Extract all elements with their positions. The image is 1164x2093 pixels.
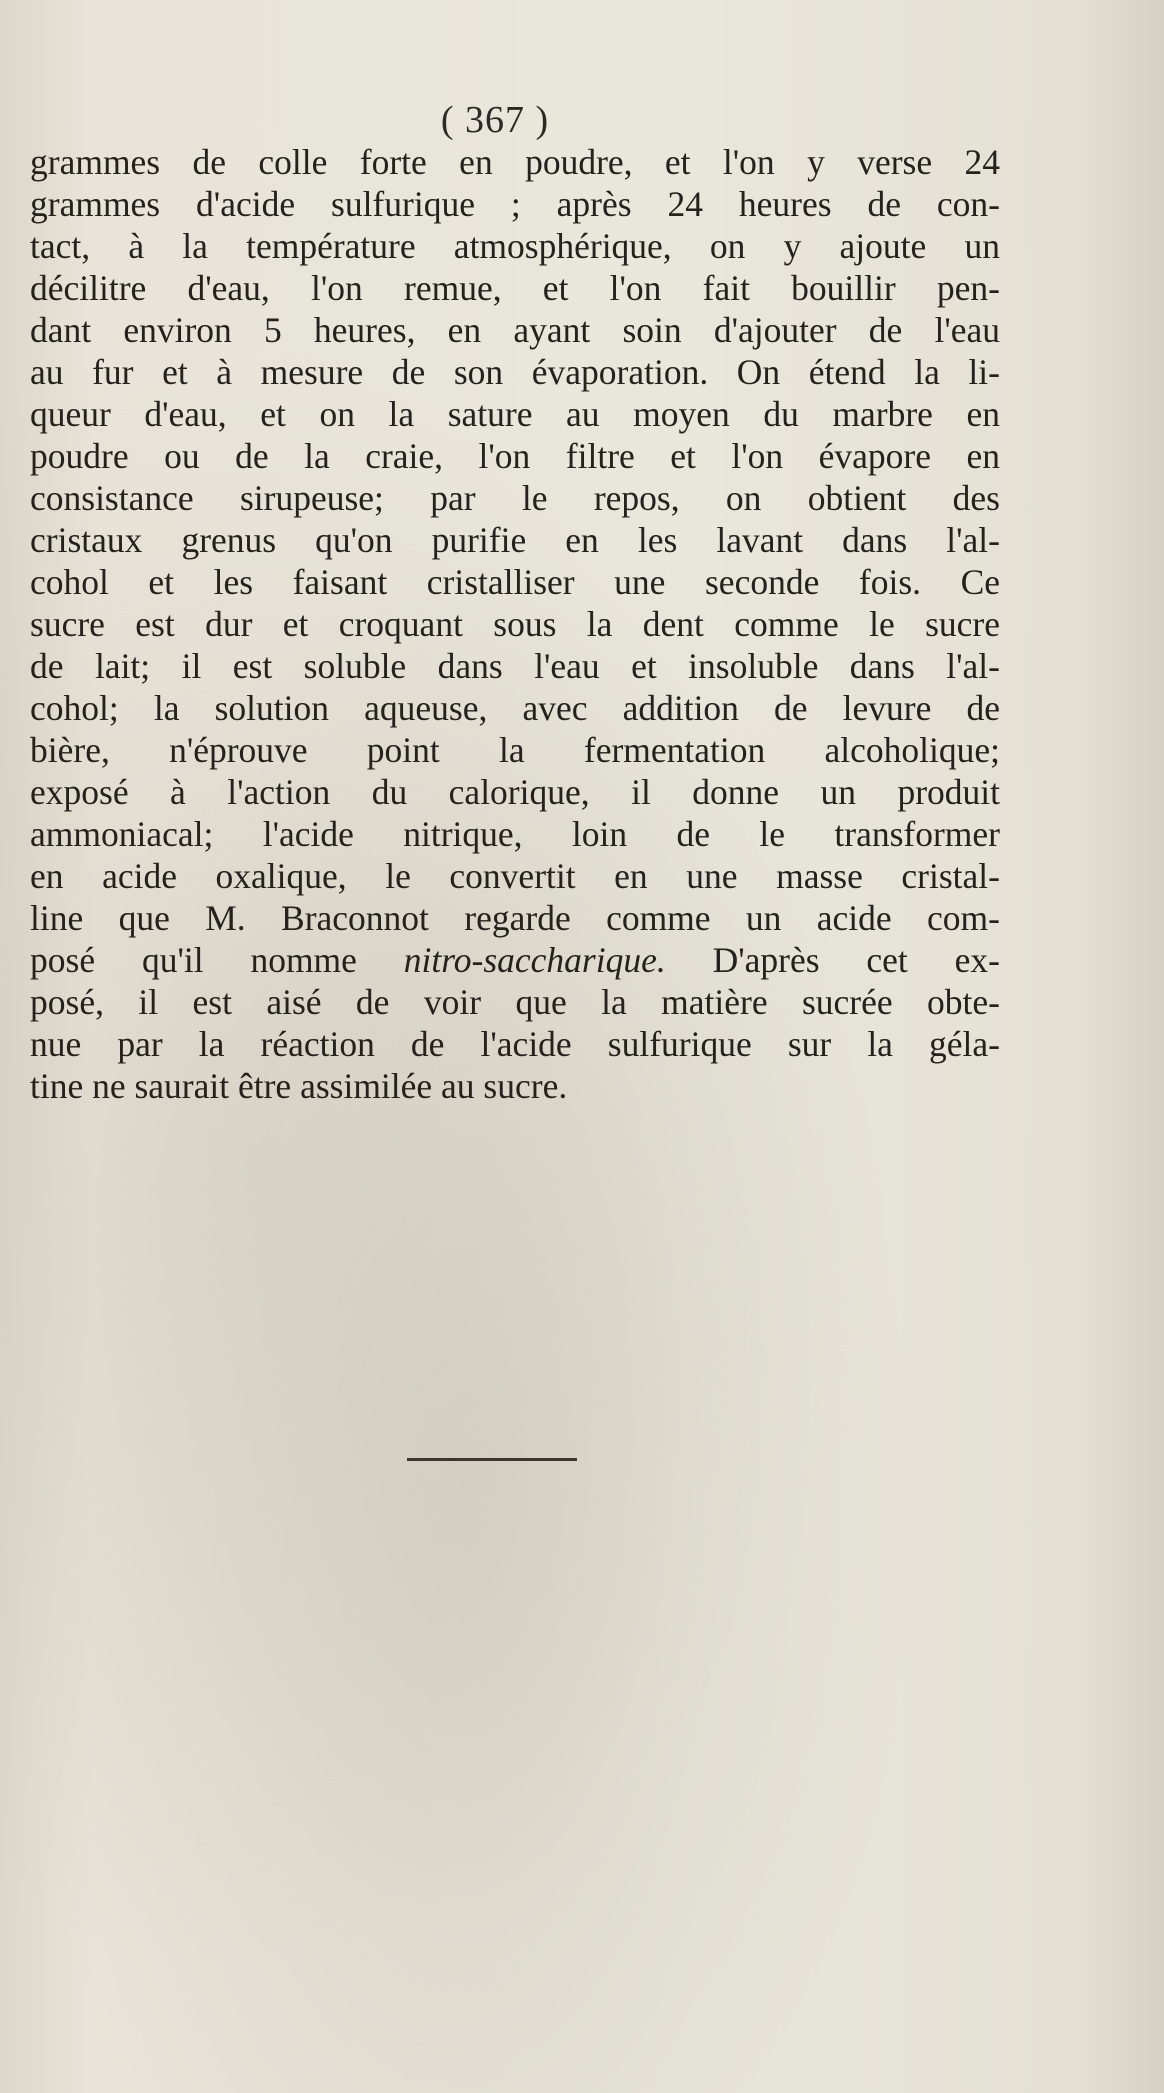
text-line: nue par la réaction de l'acide sulfurique sur la géla- xyxy=(30,1024,1000,1064)
text-line: bière, n'éprouve point la fermentation alcoholique; xyxy=(30,730,1000,770)
italic-term: nitro-saccharique. xyxy=(403,940,666,980)
text-line: consistance sirupeuse; par le repos, on obtient des xyxy=(30,478,1000,518)
body-text xyxy=(30,141,1000,1107)
text-line: cristaux grenus qu'on purifie en les lavant dans l'al- xyxy=(30,520,1000,560)
text-line: au fur et à mesure de son évaporation. On étend la li- xyxy=(30,352,1000,392)
text-line: cohol et les faisant cristalliser une seconde fois. Ce xyxy=(30,562,1000,602)
text-line: ammoniacal; l'acide nitrique, loin de le transformer xyxy=(30,814,1000,854)
text-line: grammes d'acide sulfurique ; après 24 heures de con- xyxy=(30,184,1000,224)
text-line: de lait; il est soluble dans l'eau et insoluble dans l'al- xyxy=(30,646,1000,686)
text-line: cohol; la solution aqueuse, avec addition de levure de xyxy=(30,688,1000,728)
page-number: ( 367 ) xyxy=(440,99,550,141)
text-line: exposé à l'action du calorique, il donne un produit xyxy=(30,772,1000,812)
text-line-with-italic xyxy=(30,939,1000,981)
text-line: grammes de colle forte en poudre, et l'on y verse 24 xyxy=(30,142,1000,182)
text-line: line que M. Braconnot regarde comme un acide com- xyxy=(30,898,1000,938)
text-line: posé, il est aisé de voir que la matière sucrée obte- xyxy=(30,982,1000,1022)
text-line: sucre est dur et croquant sous la dent comme le sucre xyxy=(30,604,1000,644)
text-segment: posé qu'il nomme xyxy=(30,940,404,980)
text-line: queur d'eau, et on la sature au moyen du marbre en xyxy=(30,394,1000,434)
text-line: dant environ 5 heures, en ayant soin d'ajouter de l'eau xyxy=(30,310,1000,350)
text-line: tine ne saurait être assimilée au sucre. xyxy=(30,1066,568,1106)
text-line: tact, à la température atmosphérique, on y ajoute un xyxy=(30,226,1000,266)
text-line: poudre ou de la craie, l'on filtre et l'on évapore en xyxy=(30,436,1000,476)
text-line: en acide oxalique, le convertit en une masse cristal- xyxy=(30,856,1000,896)
text-line: décilitre d'eau, l'on remue, et l'on fait bouillir pen- xyxy=(30,268,1000,308)
section-divider-rule xyxy=(407,1458,577,1461)
text-segment: D'après cet ex- xyxy=(665,940,1000,980)
